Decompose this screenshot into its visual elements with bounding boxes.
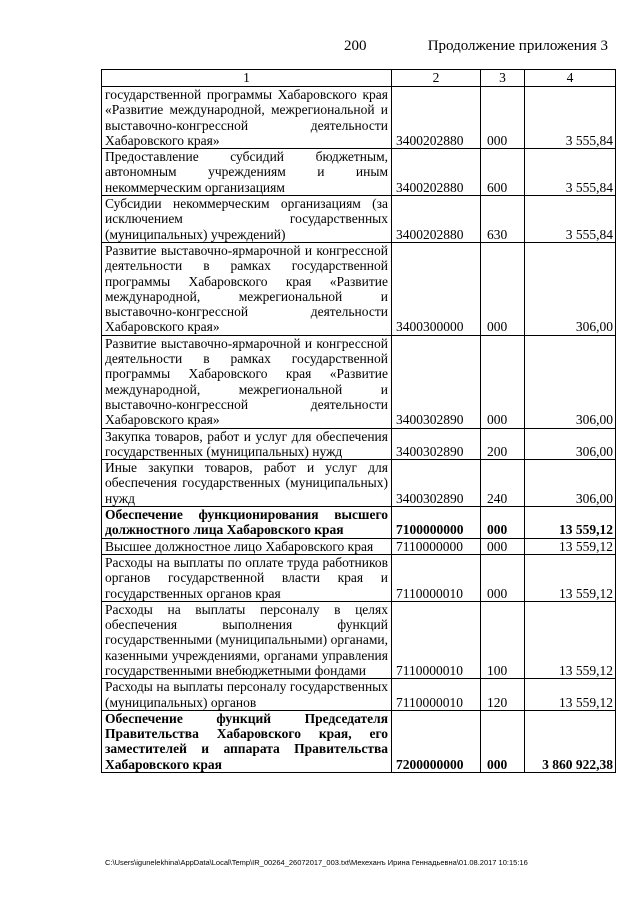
row-amount: 3 555,84 [525, 87, 616, 149]
table-row [102, 196, 616, 243]
row-target-code: 7100000000 [392, 507, 481, 539]
table-row [102, 149, 616, 196]
row-expense-type: 000 [481, 87, 525, 149]
row-name: Обеспечение функционирования высшего должностного лица Хабаровского края [102, 507, 392, 539]
row-amount: 3 555,84 [525, 196, 616, 243]
table-row [102, 601, 616, 678]
row-expense-type: 000 [481, 538, 525, 554]
row-expense-type: 000 [481, 335, 525, 428]
row-name: Закупка товаров, работ и услуг для обеспечения государственных (муниципальных) нужд [102, 428, 392, 460]
row-target-code: 7110000010 [392, 601, 481, 678]
column-header-1: 1 [102, 70, 392, 87]
row-amount: 306,00 [525, 428, 616, 460]
row-target-code: 3400302890 [392, 460, 481, 507]
row-expense-type: 630 [481, 196, 525, 243]
row-name: государственной программы Хабаровского края «Развитие международной, межрегиональной и выставочно-конгрессной деятельности Хабаровского края» [102, 87, 392, 149]
row-expense-type: 000 [481, 710, 525, 772]
row-target-code: 3400202880 [392, 149, 481, 196]
row-target-code: 3400302890 [392, 428, 481, 460]
row-name: Предоставление субсидий бюджетным, автономным учреждениям и иным некоммерческим организациям [102, 149, 392, 196]
row-expense-type: 000 [481, 507, 525, 539]
column-header-3: 3 [481, 70, 525, 87]
budget-table [101, 69, 616, 773]
row-expense-type: 120 [481, 679, 525, 711]
table-row [102, 335, 616, 428]
table-row [102, 428, 616, 460]
row-name: Иные закупки товаров, работ и услуг для обеспечения государственных (муниципальных) нужд [102, 460, 392, 507]
row-amount: 13 559,12 [525, 507, 616, 539]
row-amount: 306,00 [525, 335, 616, 428]
row-amount: 3 555,84 [525, 149, 616, 196]
row-amount: 13 559,12 [525, 679, 616, 711]
row-expense-type: 000 [481, 554, 525, 601]
row-amount: 13 559,12 [525, 601, 616, 678]
row-name: Расходы на выплаты персоналу государственных (муниципальных) органов [102, 679, 392, 711]
row-name: Высшее должностное лицо Хабаровского края [102, 538, 392, 554]
table-row [102, 679, 616, 711]
row-target-code: 3400300000 [392, 242, 481, 335]
row-target-code: 7110000010 [392, 554, 481, 601]
row-expense-type: 600 [481, 149, 525, 196]
row-name: Субсидии некоммерческим организациям (за исключением государственных (муниципальных) учреждений) [102, 196, 392, 243]
column-header-2: 2 [392, 70, 481, 87]
row-target-code: 3400302890 [392, 335, 481, 428]
column-header-4: 4 [525, 70, 616, 87]
row-name: Обеспечение функций Председателя Правительства Хабаровского края, его заместителей и аппарата Правительства Хабаровского края [102, 710, 392, 772]
row-name: Развитие выставочно-ярмарочной и конгрессной деятельности в рамках государственной программы Хабаровского края «Развитие международной, межрегиональной и выставочно-конгрессной деятельности Хабаровского края» [102, 242, 392, 335]
table-row [102, 507, 616, 539]
row-expense-type: 000 [481, 242, 525, 335]
row-target-code: 3400202880 [392, 87, 481, 149]
row-target-code: 3400202880 [392, 196, 481, 243]
row-amount: 13 559,12 [525, 538, 616, 554]
row-amount: 306,00 [525, 242, 616, 335]
row-amount: 13 559,12 [525, 554, 616, 601]
table-row [102, 710, 616, 772]
table-row [102, 538, 616, 554]
row-name: Расходы на выплаты персоналу в целях обеспечения выполнения функций государственными (муниципальными) органами, казенными учреждениями, органами управления государственными внебюджетными фондами [102, 601, 392, 678]
row-target-code: 7200000000 [392, 710, 481, 772]
page-number: 200 [344, 38, 367, 54]
row-expense-type: 240 [481, 460, 525, 507]
row-name: Развитие выставочно-ярмарочной и конгрессной деятельности в рамках государственной программы Хабаровского края «Развитие международной, межрегиональной и выставочно-конгрессной деятельности Хабаровского края» [102, 335, 392, 428]
table-row [102, 242, 616, 335]
continuation-title: Продолжение приложения 3 [427, 38, 608, 54]
table-row [102, 460, 616, 507]
table-row [102, 87, 616, 149]
row-name: Расходы на выплаты по оплате труда работников органов государственной власти края и государственных органов края [102, 554, 392, 601]
row-expense-type: 200 [481, 428, 525, 460]
row-expense-type: 100 [481, 601, 525, 678]
row-amount: 306,00 [525, 460, 616, 507]
table-row [102, 554, 616, 601]
file-path-footer: C:\Users\igunelekhina\AppData\Local\Temp\IR_00264_26072017_003.txt\Мехеханъ Ирина Геннадьевна\01.08.2017 10:15:16 [105, 858, 528, 867]
row-target-code: 7110000010 [392, 679, 481, 711]
row-amount: 3 860 922,38 [525, 710, 616, 772]
row-target-code: 7110000000 [392, 538, 481, 554]
column-number-row [102, 70, 616, 87]
